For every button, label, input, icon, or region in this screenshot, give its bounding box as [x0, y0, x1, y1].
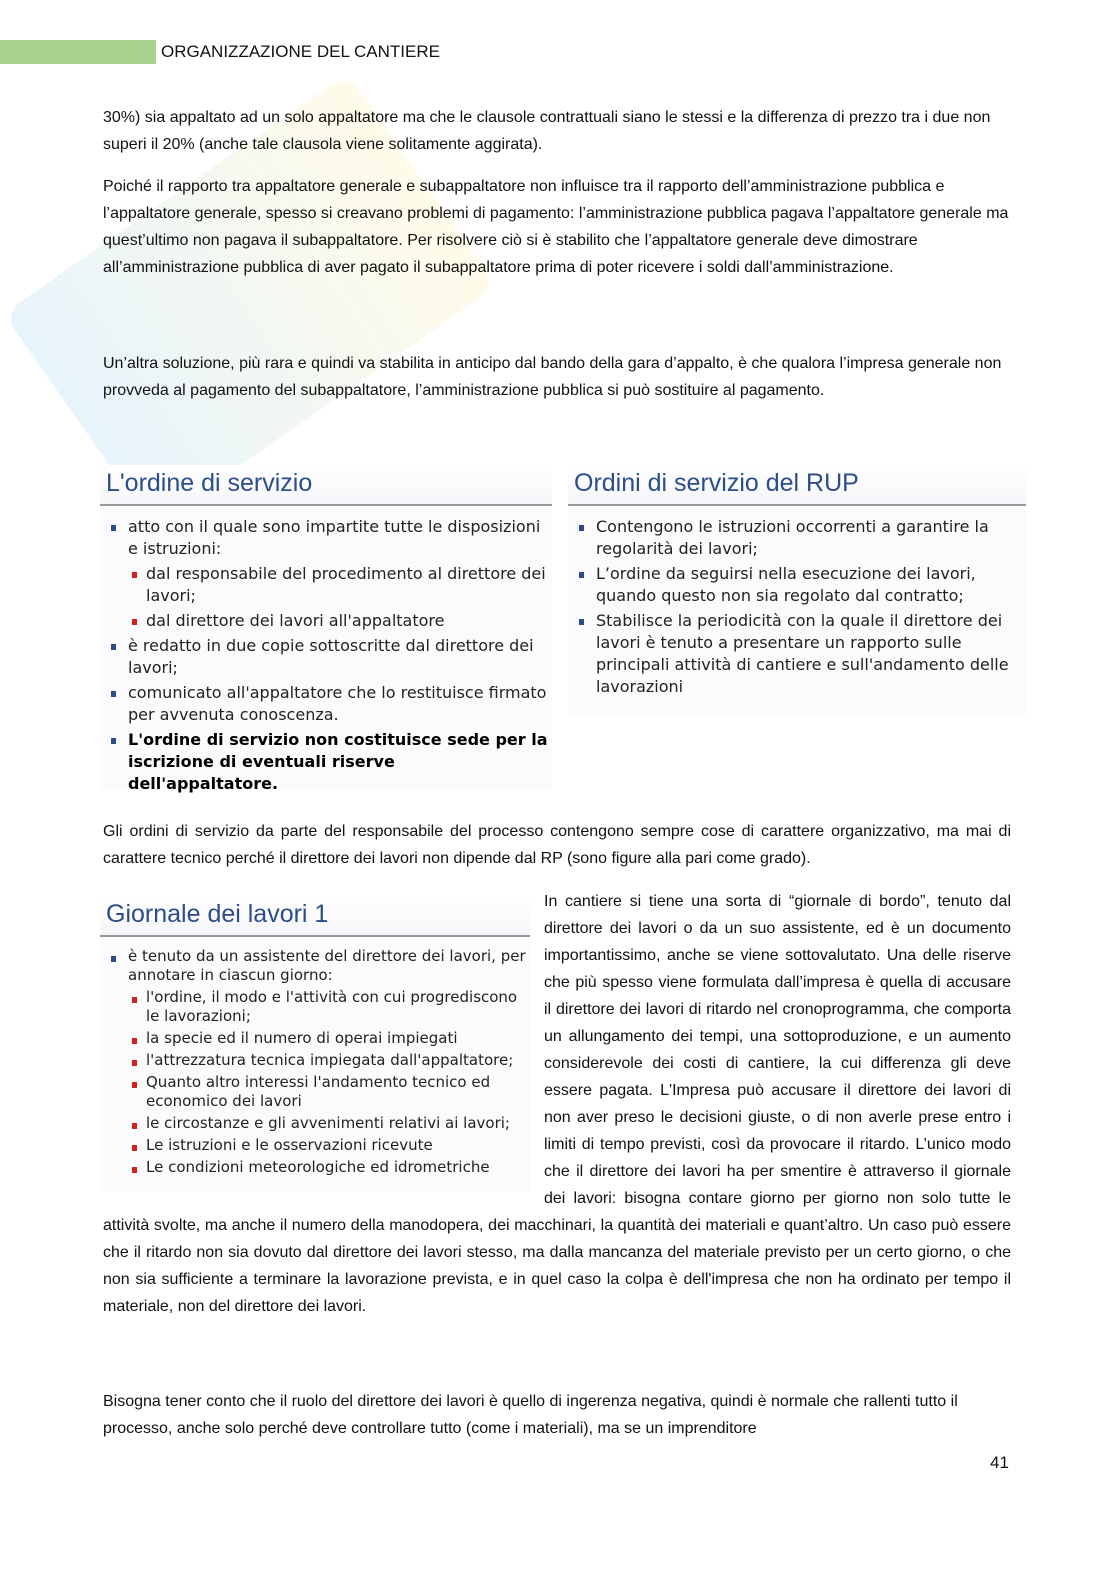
sub-bullet: le circostanze e gli avvenimenti relativi ai lavori;: [132, 1114, 526, 1133]
slide-giornale-dei-lavori: [100, 896, 530, 1192]
paragraph: Un’altra soluzione, più rara e quindi va stabilita in anticipo dal bando della gara d’appalto, è che qualora l’impresa generale non provveda al pagamento del subappaltatore, l’amministrazione pubblica si può sostituire al pagamento.: [103, 355, 1002, 399]
sub-bullet: l'ordine, il modo e l'attività con cui progrediscono le lavorazioni;: [132, 988, 526, 1026]
paragraph: Poiché il rapporto tra appaltatore generale e subappaltatore non influisce tra il rapporto dell’amministrazione pubblica e l’appaltatore generale, spesso si creavano problemi di pagamento: l’amministrazione pubblica pagava l’appaltatore generale ma quest’ultimo non pagava il subappaltatore. Per risolvere ciò si è stabilito che l’appaltatore generale deve dimostrare all’amministrazione pubblica di aver pagato il subappaltatore prima di poter ricevere i soldi dall’amministrazione.: [103, 178, 1009, 276]
bullet: Stabilisce la periodicità con la quale il direttore dei lavori è tenuto a presentare un rapporto sulle principali attività di cantiere e sull'andamento delle lavorazioni: [576, 610, 1022, 698]
sub-bullet: dal direttore dei lavori all'appaltatore: [132, 610, 548, 632]
slide-ordine-di-servizio: [100, 465, 552, 793]
header-title: ORGANIZZAZIONE DEL CANTIERE: [161, 42, 440, 61]
sub-bullet: Quanto altro interessi l'andamento tecnico ed economico dei lavori: [132, 1073, 526, 1111]
slide-title: L'ordine di servizio: [100, 465, 552, 506]
bullet: comunicato all'appaltatore che lo restituisce firmato per avvenuta conoscenza.: [108, 682, 548, 726]
paragraph: In cantiere si tiene una sorta di “giornale di bordo”, tenuto dal direttore dei lavori o da un suo assistente, ed è un documento importantissimo, anche se viene sottovalutato. Una delle riserve che più spesso viene formulata dall’impresa è quella di accusare il direttore dei lavori di ritardo nel cronoprogramma, che comporta un allungamento dei tempi, una sottoproduzione, e un aumento considerevole dei costi di cantiere, la cui differenza gli deve essere pagata. L'Impresa può accusare il direttore dei lavori di non aver preso le decisioni giuste, o di non averle prese entro i limiti di tempo previsti, così da provocare il ritardo. L’unico modo che il direttore dei lavori ha per smentire è attraverso il giornale dei lavori: bisogna contare giorno per giorno non solo tutte le attività svolte, ma anche il numero della manodopera, dei macchinari, la quantità dei materiali e quant’altro. Un caso può essere che il ritardo non sia dovuto dal direttore dei lavori stesso, ma dalla mancanza del materiale previsto per un certo giorno, o che non sia sufficiente a terminare la lavorazione prevista, e in quel caso la colpa è dell'impresa che non ha ordinato per tempo il materiale, non del direttore dei lavori.: [103, 893, 1011, 1315]
sub-bullet: l'attrezzatura tecnica impiegata dall'appaltatore;: [132, 1051, 526, 1070]
paragraph: Gli ordini di servizio da parte del responsabile del processo contengono sempre cose di carattere organizzativo, ma mai di carattere tecnico perché il direttore dei lavori non dipende dal RP (sono figure alla pari come grado).: [103, 823, 1011, 867]
bullet: L’ordine da seguirsi nella esecuzione dei lavori, quando questo non sia regolato dal contratto;: [576, 563, 1022, 607]
slide-title: Ordini di servizio del RUP: [568, 465, 1026, 506]
paragraph: 30%) sia appaltato ad un solo appaltatore ma che le clausole contrattuali siano le stessi e la differenza di prezzo tra i due non superi il 20% (anche tale clausola viene solitamente aggirata).: [103, 109, 991, 153]
bullet: Contengono le istruzioni occorrenti a garantire la regolarità dei lavori;: [576, 516, 1022, 560]
bullet: è tenuto da un assistente del direttore dei lavori, per annotare in ciascun giorno:: [108, 947, 526, 985]
sub-bullet: dal responsabile del procedimento al direttore dei lavori;: [132, 563, 548, 607]
slide-ordini-rup: [568, 465, 1026, 715]
paragraph: Bisogna tener conto che il ruolo del direttore dei lavori è quello di ingerenza negativa, quindi è normale che rallenti tutto il processo, anche solo perché deve controllare tutto (come i materiali), ma se un imprenditore: [103, 1393, 958, 1437]
bullet: atto con il quale sono impartite tutte le disposizioni e istruzioni:: [108, 516, 548, 560]
sub-bullet: la specie ed il numero di operai impiegati: [132, 1029, 526, 1048]
page-number: 41: [990, 1453, 1009, 1472]
sub-bullet: Le istruzioni e le osservazioni ricevute: [132, 1136, 526, 1155]
sub-bullet: Le condizioni meteorologiche ed idrometriche: [132, 1158, 526, 1177]
bullet: è redatto in due copie sottoscritte dal direttore dei lavori;: [108, 635, 548, 679]
bullet: L'ordine di servizio non costituisce sede per la iscrizione di eventuali riserve dell'appaltatore.: [108, 729, 548, 795]
header-accent-bar: [0, 40, 156, 64]
slide-title: Giornale dei lavori 1: [100, 896, 530, 937]
